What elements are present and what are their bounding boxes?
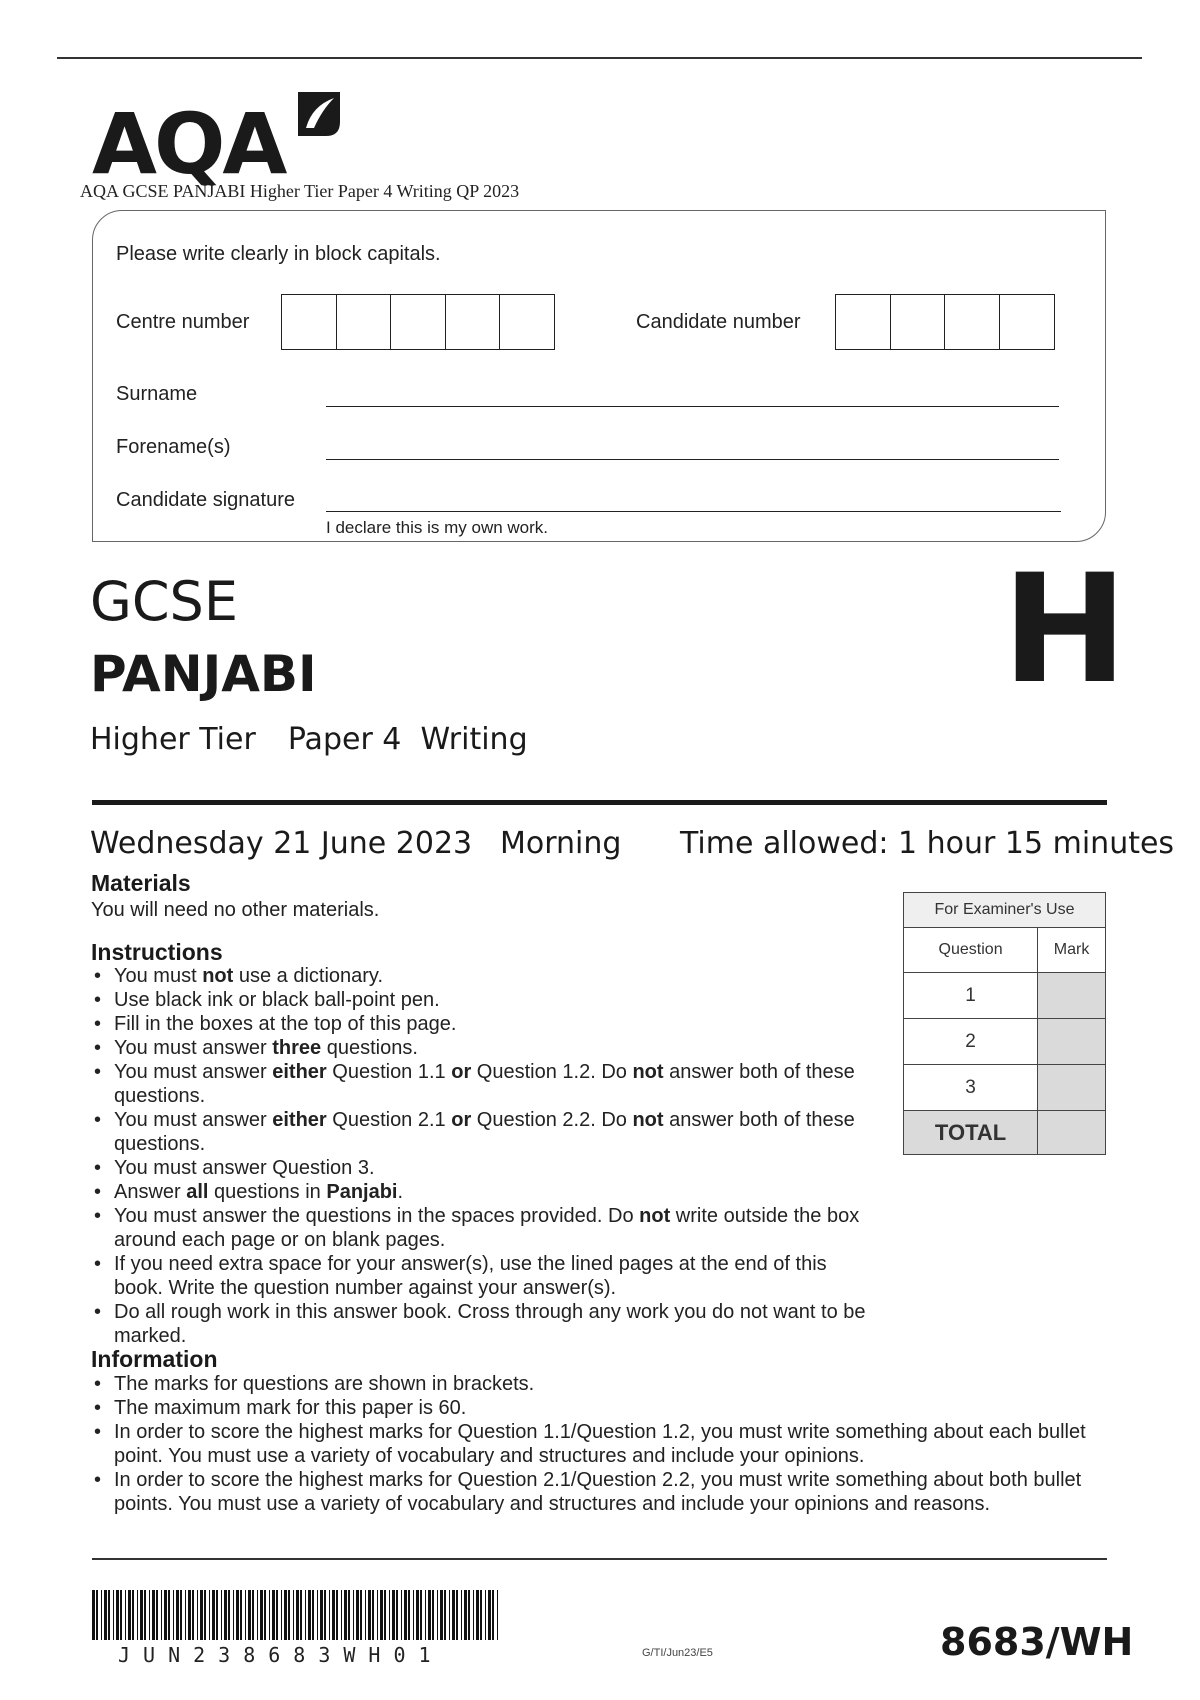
instruction-emphasis: either: [272, 1109, 327, 1131]
barcode-bar: [224, 1590, 227, 1640]
information-heading: Information: [91, 1346, 218, 1372]
instruction-text: If you need extra space for your answer(s), use the lined pages at the end of this book. Write the question number against your answer(s).: [114, 1253, 827, 1299]
exam-session: Morning: [500, 826, 622, 861]
barcode-bar: [476, 1590, 479, 1640]
barcode-bar: [200, 1590, 203, 1640]
barcode-bar: [485, 1590, 486, 1640]
barcode-bar: [293, 1590, 294, 1640]
declaration-text: I declare this is my own work.: [326, 518, 549, 537]
barcode-bar: [272, 1590, 275, 1640]
candidate-digit-box[interactable]: [890, 294, 946, 350]
top-rule: [57, 57, 1142, 59]
barcode-bar: [377, 1590, 378, 1640]
total-mark-cell: [1038, 1111, 1106, 1155]
barcode-bar: [317, 1590, 318, 1640]
barcode-bar: [176, 1590, 179, 1640]
forename-label: Forename(s): [116, 436, 231, 458]
barcode-bar: [113, 1590, 114, 1640]
paper-label: Paper 4 Writing: [287, 722, 528, 757]
barcode-bar: [108, 1590, 110, 1640]
instructions-heading: Instructions: [91, 939, 223, 965]
barcode-bar: [452, 1590, 455, 1640]
instruction-item: [92, 1252, 872, 1300]
barcode-bar: [248, 1590, 251, 1640]
instruction-text: Question 2.2. Do: [471, 1109, 633, 1131]
barcode-bar: [161, 1590, 162, 1640]
instruction-item: [92, 1204, 872, 1252]
question-number: 3: [904, 1065, 1038, 1111]
barcode-bar: [197, 1590, 198, 1640]
instruction-emphasis: or: [451, 1061, 472, 1083]
instruction-item: [92, 964, 872, 988]
barcode-bar: [420, 1590, 422, 1640]
barcode-bar: [389, 1590, 390, 1640]
instruction-text: questions in: [208, 1181, 327, 1203]
qualification-title: GCSE: [90, 570, 238, 633]
barcode-bar: [444, 1590, 446, 1640]
barcode-bar: [336, 1590, 338, 1640]
surname-label: Surname: [116, 383, 198, 405]
barcode-bar: [396, 1590, 398, 1640]
barcode-bar: [120, 1590, 122, 1640]
barcode-bar: [96, 1590, 98, 1640]
paper-code: 8683/WH: [940, 1620, 1134, 1664]
barcode-bar: [204, 1590, 206, 1640]
barcode-bar: [324, 1590, 326, 1640]
barcode-bar: [312, 1590, 314, 1640]
instruction-item: [92, 1012, 872, 1036]
tier-paper-line: [90, 722, 560, 757]
barcode-bar: [149, 1590, 150, 1640]
instructions-list: [92, 964, 872, 1348]
aqa-logo: [92, 88, 352, 193]
candidate-digit-box[interactable]: [835, 294, 891, 350]
candidate-number-boxes: [835, 294, 1053, 350]
barcode-bar: [437, 1590, 438, 1640]
barcode-bar: [180, 1590, 182, 1640]
tier-letter: H: [1002, 543, 1128, 717]
information-item: • In order to score the highest marks for Question 2.1/Question 2.2, you must write something about both bullet points. You must use a variety of vocabulary and structures and include your opinions and reasons.: [92, 1468, 1092, 1516]
instruction-item: [92, 988, 872, 1012]
centre-digit-box[interactable]: [445, 294, 501, 350]
mark-cell: [1038, 1019, 1106, 1065]
barcode-bar: [212, 1590, 215, 1640]
barcode-bar: [125, 1590, 126, 1640]
barcode-bar: [480, 1590, 482, 1640]
barcode-bar: [464, 1590, 467, 1640]
barcode-bar: [365, 1590, 366, 1640]
instruction-emphasis: not: [202, 965, 234, 987]
document-subtitle: AQA GCSE PANJABI Higher Tier Paper 4 Writing QP 2023: [80, 181, 520, 201]
barcode-bar: [432, 1590, 434, 1640]
barcode-bar: [488, 1590, 491, 1640]
instruction-item: [92, 1180, 872, 1204]
barcode-bar: [353, 1590, 354, 1640]
instruction-text: You must answer Question 3.: [114, 1157, 375, 1179]
barcode-bar: [404, 1590, 407, 1640]
barcode-bar: [456, 1590, 458, 1640]
barcode-bar: [288, 1590, 290, 1640]
leaf-icon: [292, 88, 344, 140]
block-capitals-prompt: Please write clearly in block capitals.: [116, 243, 441, 265]
candidate-number-label: Candidate number: [636, 311, 801, 333]
barcode-bar: [164, 1590, 167, 1640]
barcode-bar: [144, 1590, 146, 1640]
centre-number-label: Centre number: [116, 311, 250, 333]
instruction-emphasis: Panjabi: [326, 1181, 398, 1203]
barcode-bar: [392, 1590, 395, 1640]
barcode-bar: [116, 1590, 119, 1640]
question-number: 2: [904, 1019, 1038, 1065]
instruction-text: You must: [114, 965, 203, 987]
centre-digit-box[interactable]: [390, 294, 446, 350]
barcode-bar: [152, 1590, 155, 1640]
candidate-digit-box[interactable]: [944, 294, 1000, 350]
barcode-bar: [252, 1590, 254, 1640]
barcode-bar: [264, 1590, 266, 1640]
barcode-bar: [360, 1590, 362, 1640]
instruction-emphasis: not: [632, 1061, 664, 1083]
barcode-bar: [156, 1590, 158, 1640]
barcode-bar: [216, 1590, 218, 1640]
mark-cell: [1038, 1065, 1106, 1111]
barcode-bar: [401, 1590, 402, 1640]
barcode-bar: [308, 1590, 311, 1640]
barcode-bar: [305, 1590, 306, 1640]
instruction-text: You must answer: [114, 1061, 273, 1083]
time-allowed: Time allowed: 1 hour 15 minutes: [680, 826, 1175, 861]
barcode-bar: [428, 1590, 431, 1640]
barcode-bar: [368, 1590, 371, 1640]
barcode-bar: [372, 1590, 374, 1640]
document-reference: G/TI/Jun23/E5: [642, 1647, 713, 1659]
barcode-bar: [332, 1590, 335, 1640]
barcode-bar: [320, 1590, 323, 1640]
barcode-bar: [356, 1590, 359, 1640]
barcode-bar: [497, 1590, 498, 1640]
footer-rule: [92, 1558, 1107, 1560]
instruction-item: [92, 1108, 872, 1156]
barcode-bar: [132, 1590, 134, 1640]
barcode-bar: [245, 1590, 246, 1640]
barcode-bar: [260, 1590, 263, 1640]
instruction-text: Question 1.1: [326, 1061, 452, 1083]
instruction-emphasis: not: [632, 1109, 664, 1131]
barcode-bar: [449, 1590, 450, 1640]
information-item: • The marks for questions are shown in brackets.: [92, 1372, 1092, 1396]
barcode-bar: [296, 1590, 299, 1640]
barcode-bar: [228, 1590, 230, 1640]
centre-digit-box[interactable]: [499, 294, 555, 350]
barcode-bar: [384, 1590, 386, 1640]
barcode-bar: [101, 1590, 102, 1640]
instruction-item: [92, 1156, 872, 1180]
barcode-bar: [468, 1590, 470, 1640]
title-rule: [92, 800, 1107, 805]
materials-text: You will need no other materials.: [91, 899, 380, 921]
instruction-text: Question 1.2. Do: [471, 1061, 633, 1083]
logo-text: AQA: [92, 95, 285, 193]
forename-line[interactable]: [326, 459, 1059, 460]
barcode-bar: [276, 1590, 278, 1640]
information-item: • In order to score the highest marks for Question 1.1/Question 1.2, you must write something about each bullet point. You must use a variety of vocabulary and structures and include your opinions.: [92, 1420, 1092, 1468]
barcode-bar: [344, 1590, 347, 1640]
barcode-bar: [192, 1590, 194, 1640]
instruction-text: You must answer: [114, 1037, 273, 1059]
instruction-text: Answer: [114, 1181, 187, 1203]
instruction-text: Question 2.1: [326, 1109, 452, 1131]
information-item: • The maximum mark for this paper is 60.: [92, 1396, 1092, 1420]
materials-heading: Materials: [91, 870, 191, 896]
barcode-bar: [173, 1590, 174, 1640]
exam-date: Wednesday 21 June 2023: [90, 826, 473, 861]
instruction-text: answer both of these questions.: [114, 1109, 855, 1155]
barcode-bar: [413, 1590, 414, 1640]
instruction-text: answer both of these questions.: [114, 1061, 855, 1107]
instruction-emphasis: all: [186, 1181, 209, 1203]
barcode-bar: [281, 1590, 282, 1640]
barcode: [92, 1590, 502, 1640]
candidate-digit-box[interactable]: [999, 294, 1055, 350]
barcode-bar: [233, 1590, 234, 1640]
instruction-text: write outside the box around each page or on blank pages.: [114, 1205, 860, 1251]
surname-line[interactable]: [326, 406, 1059, 407]
barcode-bar: [221, 1590, 222, 1640]
instruction-text: Do all rough work in this answer book. Cross through any work you do not want to be marked.: [114, 1301, 866, 1347]
barcode-bar: [257, 1590, 258, 1640]
barcode-text: JUN238683WH01: [118, 1643, 444, 1667]
centre-digit-box[interactable]: [336, 294, 392, 350]
instruction-text: .: [397, 1181, 404, 1203]
mark-column-header: Mark: [1038, 928, 1106, 973]
barcode-bar: [240, 1590, 242, 1640]
instruction-emphasis: or: [451, 1109, 472, 1131]
question-column-header: Question: [904, 928, 1038, 973]
barcode-bar: [416, 1590, 419, 1640]
instruction-text: use a dictionary.: [233, 965, 384, 987]
barcode-bar: [461, 1590, 462, 1640]
barcode-bar: [425, 1590, 426, 1640]
barcode-bar: [492, 1590, 494, 1640]
instruction-item: [92, 1036, 872, 1060]
barcode-bar: [473, 1590, 474, 1640]
information-list: [92, 1372, 1092, 1516]
barcode-bar: [168, 1590, 170, 1640]
barcode-bar: [185, 1590, 186, 1640]
question-number: 1: [904, 973, 1038, 1019]
mark-cell: [1038, 973, 1106, 1019]
instruction-text: Fill in the boxes at the top of this page.: [114, 1013, 457, 1035]
signature-label: Candidate signature: [116, 489, 296, 511]
barcode-bar: [300, 1590, 302, 1640]
instruction-emphasis: not: [639, 1205, 671, 1227]
examiner-table-heading: For Examiner's Use: [904, 893, 1106, 928]
centre-number-boxes: [281, 294, 554, 350]
instruction-item: [92, 1300, 872, 1348]
barcode-bar: [104, 1590, 107, 1640]
subject-title: PANJABI: [90, 645, 317, 703]
barcode-bar: [329, 1590, 330, 1640]
instruction-text: questions.: [321, 1037, 418, 1059]
barcode-bar: [341, 1590, 342, 1640]
instruction-emphasis: three: [272, 1037, 322, 1059]
centre-digit-box[interactable]: [281, 294, 337, 350]
barcode-bar: [209, 1590, 210, 1640]
instruction-text: Use black ink or black ball-point pen.: [114, 989, 440, 1011]
signature-line[interactable]: [326, 511, 1061, 512]
total-label: TOTAL: [904, 1111, 1038, 1155]
barcode-bar: [140, 1590, 143, 1640]
barcode-bar: [137, 1590, 138, 1640]
barcode-bar: [440, 1590, 443, 1640]
barcode-bar: [348, 1590, 350, 1640]
barcode-bar: [284, 1590, 287, 1640]
instruction-item: [92, 1060, 872, 1108]
examiner-use-table: [903, 892, 1106, 1155]
instruction-text: You must answer the questions in the spaces provided. Do: [114, 1205, 640, 1227]
barcode-bar: [269, 1590, 270, 1640]
barcode-bar: [380, 1590, 383, 1640]
barcode-bar: [188, 1590, 191, 1640]
instruction-text: You must answer: [114, 1109, 273, 1131]
instruction-emphasis: either: [272, 1061, 327, 1083]
barcode-bar: [408, 1590, 410, 1640]
barcode-bar: [236, 1590, 239, 1640]
tier-label: Higher Tier: [90, 722, 256, 757]
barcode-bar: [92, 1590, 95, 1640]
barcode-bar: [128, 1590, 131, 1640]
